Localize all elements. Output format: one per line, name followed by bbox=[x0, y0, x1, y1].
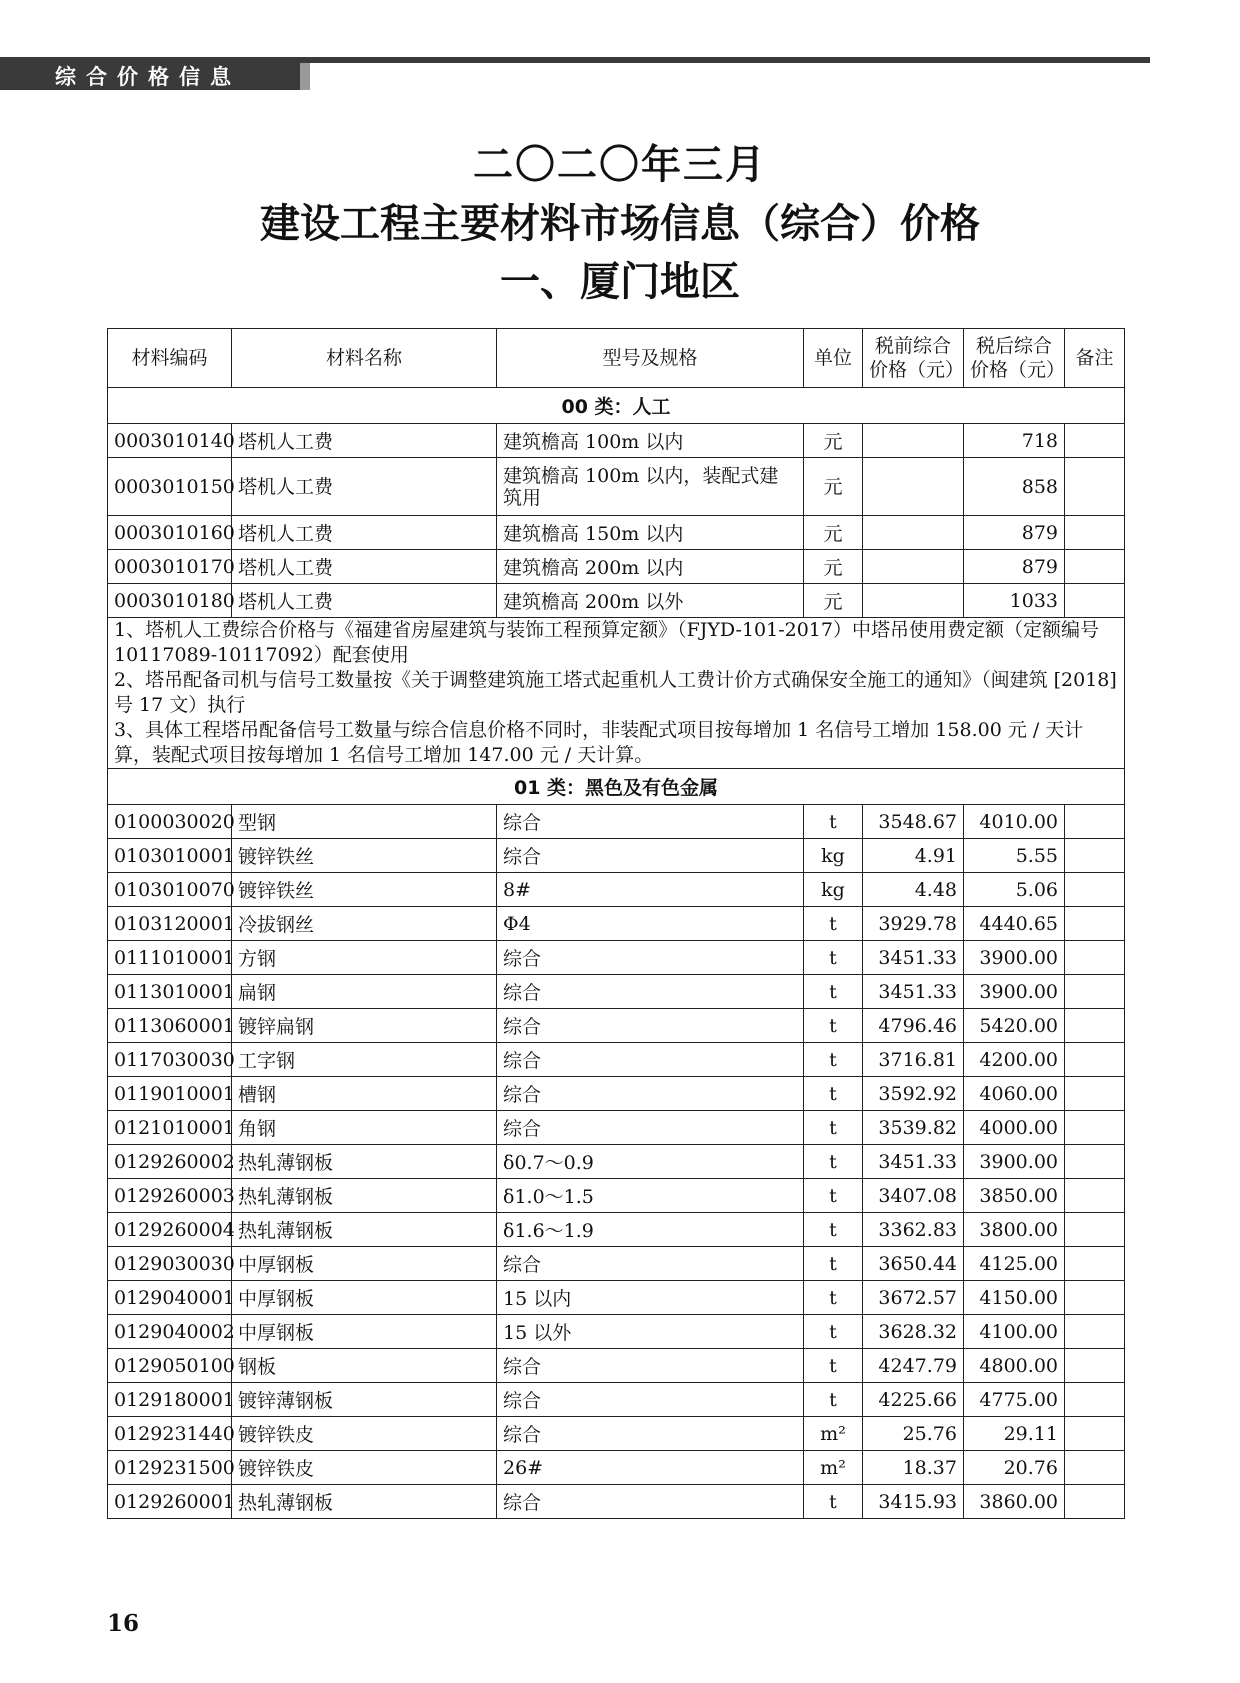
cell-unit: 元 bbox=[804, 550, 863, 584]
header-pre-tax: 税前综合价格（元） bbox=[863, 329, 964, 388]
cell-spec: δ1.0～1.5 bbox=[497, 1179, 804, 1213]
cell-pre-tax: 3451.33 bbox=[863, 941, 964, 975]
cell-spec: 综合 bbox=[497, 805, 804, 839]
cell-unit: 元 bbox=[804, 458, 863, 516]
cell-pre-tax: 3672.57 bbox=[863, 1281, 964, 1315]
cell-code: 0129050100 bbox=[108, 1349, 232, 1383]
cell-remark bbox=[1065, 975, 1125, 1009]
table-row bbox=[108, 975, 1125, 1009]
category-row bbox=[108, 388, 1125, 424]
cell-name: 热轧薄钢板 bbox=[232, 1213, 497, 1247]
table-row bbox=[108, 1111, 1125, 1145]
cell-code: 0129231440 bbox=[108, 1417, 232, 1451]
header-unit: 单位 bbox=[804, 329, 863, 388]
cell-code: 0113010001 bbox=[108, 975, 232, 1009]
cell-spec: 15 以内 bbox=[497, 1281, 804, 1315]
cell-spec: 建筑檐高 100m 以内，装配式建筑用 bbox=[497, 458, 804, 516]
cell-unit: t bbox=[804, 975, 863, 1009]
cell-pre-tax: 3592.92 bbox=[863, 1077, 964, 1111]
cell-unit: m² bbox=[804, 1451, 863, 1485]
cell-name: 方钢 bbox=[232, 941, 497, 975]
cell-spec: 建筑檐高 100m 以内 bbox=[497, 424, 804, 458]
cell-post-tax: 4150.00 bbox=[964, 1281, 1065, 1315]
cell-post-tax: 5.06 bbox=[964, 873, 1065, 907]
cell-name: 塔机人工费 bbox=[232, 584, 497, 618]
cell-pre-tax: 3628.32 bbox=[863, 1315, 964, 1349]
cell-remark bbox=[1065, 1315, 1125, 1349]
cell-code: 0129231500 bbox=[108, 1451, 232, 1485]
cell-spec: 综合 bbox=[497, 1349, 804, 1383]
cell-code: 0129260003 bbox=[108, 1179, 232, 1213]
cell-remark bbox=[1065, 1349, 1125, 1383]
cell-spec: 综合 bbox=[497, 1111, 804, 1145]
cell-remark bbox=[1065, 424, 1125, 458]
cell-spec: 综合 bbox=[497, 941, 804, 975]
cell-code: 0129030030 bbox=[108, 1247, 232, 1281]
cell-post-tax: 4200.00 bbox=[964, 1043, 1065, 1077]
table-row bbox=[108, 424, 1125, 458]
cell-pre-tax: 4796.46 bbox=[863, 1009, 964, 1043]
cell-name: 型钢 bbox=[232, 805, 497, 839]
table-row bbox=[108, 1451, 1125, 1485]
cell-code: 0129040002 bbox=[108, 1315, 232, 1349]
cell-name: 镀锌铁皮 bbox=[232, 1451, 497, 1485]
title-block bbox=[0, 135, 1240, 311]
cell-unit: t bbox=[804, 1383, 863, 1417]
cell-post-tax: 5.55 bbox=[964, 839, 1065, 873]
cell-pre-tax bbox=[863, 516, 964, 550]
cell-remark bbox=[1065, 1179, 1125, 1213]
cell-code: 0129260001 bbox=[108, 1485, 232, 1519]
table-body bbox=[108, 388, 1125, 1519]
cell-remark bbox=[1065, 873, 1125, 907]
cell-post-tax: 858 bbox=[964, 458, 1065, 516]
table-row bbox=[108, 550, 1125, 584]
cell-spec: δ0.7～0.9 bbox=[497, 1145, 804, 1179]
table-row bbox=[108, 1043, 1125, 1077]
cell-remark bbox=[1065, 1043, 1125, 1077]
cell-unit: t bbox=[804, 1077, 863, 1111]
table-row bbox=[108, 1281, 1125, 1315]
cell-post-tax: 3900.00 bbox=[964, 1145, 1065, 1179]
cell-post-tax: 3860.00 bbox=[964, 1485, 1065, 1519]
table-row bbox=[108, 1009, 1125, 1043]
cell-spec: 综合 bbox=[497, 1485, 804, 1519]
cell-code: 0003010180 bbox=[108, 584, 232, 618]
table-header-row bbox=[108, 329, 1125, 388]
cell-pre-tax: 25.76 bbox=[863, 1417, 964, 1451]
cell-post-tax: 879 bbox=[964, 550, 1065, 584]
cell-unit: t bbox=[804, 1349, 863, 1383]
cell-spec: 综合 bbox=[497, 1247, 804, 1281]
cell-spec: Φ4 bbox=[497, 907, 804, 941]
cell-name: 热轧薄钢板 bbox=[232, 1485, 497, 1519]
cell-code: 0119010001 bbox=[108, 1077, 232, 1111]
table-row bbox=[108, 1315, 1125, 1349]
cell-post-tax: 3850.00 bbox=[964, 1179, 1065, 1213]
category-row bbox=[108, 769, 1125, 805]
cell-code: 0003010160 bbox=[108, 516, 232, 550]
cell-name: 冷拔钢丝 bbox=[232, 907, 497, 941]
cell-pre-tax: 18.37 bbox=[863, 1451, 964, 1485]
header-code: 材料编码 bbox=[108, 329, 232, 388]
cell-unit: 元 bbox=[804, 424, 863, 458]
header-remark: 备注 bbox=[1065, 329, 1125, 388]
notes-row bbox=[108, 618, 1125, 769]
cell-remark bbox=[1065, 1417, 1125, 1451]
cell-post-tax: 4000.00 bbox=[964, 1111, 1065, 1145]
cell-code: 0111010001 bbox=[108, 941, 232, 975]
cell-code: 0121010001 bbox=[108, 1111, 232, 1145]
cell-name: 热轧薄钢板 bbox=[232, 1145, 497, 1179]
table-row bbox=[108, 805, 1125, 839]
cell-spec: 8# bbox=[497, 873, 804, 907]
cell-pre-tax bbox=[863, 550, 964, 584]
table-row bbox=[108, 1417, 1125, 1451]
table-row bbox=[108, 1349, 1125, 1383]
cell-remark bbox=[1065, 1383, 1125, 1417]
cell-code: 0129260002 bbox=[108, 1145, 232, 1179]
cell-pre-tax: 4247.79 bbox=[863, 1349, 964, 1383]
cell-pre-tax: 3451.33 bbox=[863, 1145, 964, 1179]
cell-code: 0100030020 bbox=[108, 805, 232, 839]
table-row bbox=[108, 1213, 1125, 1247]
cell-remark bbox=[1065, 941, 1125, 975]
cell-remark bbox=[1065, 1281, 1125, 1315]
cell-unit: t bbox=[804, 1247, 863, 1281]
cell-spec: 综合 bbox=[497, 1417, 804, 1451]
title-date: 二〇二〇年三月 bbox=[473, 141, 767, 188]
cell-spec: 建筑檐高 150m 以内 bbox=[497, 516, 804, 550]
cell-unit: t bbox=[804, 1213, 863, 1247]
cell-post-tax: 5420.00 bbox=[964, 1009, 1065, 1043]
cell-unit: t bbox=[804, 1043, 863, 1077]
cell-remark bbox=[1065, 584, 1125, 618]
cell-remark bbox=[1065, 1213, 1125, 1247]
cell-name: 镀锌薄钢板 bbox=[232, 1383, 497, 1417]
cell-remark bbox=[1065, 805, 1125, 839]
cell-post-tax: 4775.00 bbox=[964, 1383, 1065, 1417]
cell-code: 0003010170 bbox=[108, 550, 232, 584]
header-name: 材料名称 bbox=[232, 329, 497, 388]
cell-pre-tax: 3539.82 bbox=[863, 1111, 964, 1145]
cell-name: 扁钢 bbox=[232, 975, 497, 1009]
cell-remark bbox=[1065, 1145, 1125, 1179]
category-00-label: 00 类：人工 bbox=[108, 388, 1125, 424]
cell-unit: t bbox=[804, 1009, 863, 1043]
cell-pre-tax bbox=[863, 424, 964, 458]
section-label: 综合价格信息 bbox=[55, 65, 241, 89]
cell-pre-tax: 3716.81 bbox=[863, 1043, 964, 1077]
cell-code: 0129260004 bbox=[108, 1213, 232, 1247]
page-number: 16 bbox=[107, 1610, 140, 1637]
cell-unit: t bbox=[804, 1111, 863, 1145]
table-row bbox=[108, 1383, 1125, 1417]
cell-unit: kg bbox=[804, 873, 863, 907]
cell-post-tax: 4060.00 bbox=[964, 1077, 1065, 1111]
cell-name: 塔机人工费 bbox=[232, 550, 497, 584]
cell-name: 热轧薄钢板 bbox=[232, 1179, 497, 1213]
cell-remark bbox=[1065, 839, 1125, 873]
cell-post-tax: 20.76 bbox=[964, 1451, 1065, 1485]
cell-name: 角钢 bbox=[232, 1111, 497, 1145]
cell-post-tax: 3900.00 bbox=[964, 975, 1065, 1009]
cell-pre-tax: 3929.78 bbox=[863, 907, 964, 941]
cell-remark bbox=[1065, 516, 1125, 550]
cell-name: 塔机人工费 bbox=[232, 516, 497, 550]
cell-post-tax: 29.11 bbox=[964, 1417, 1065, 1451]
cell-pre-tax: 3407.08 bbox=[863, 1179, 964, 1213]
cell-name: 工字钢 bbox=[232, 1043, 497, 1077]
notes-cell bbox=[108, 618, 1125, 769]
cell-post-tax: 718 bbox=[964, 424, 1065, 458]
header-post-tax: 税后综合价格（元） bbox=[964, 329, 1065, 388]
title-region: 一、厦门地区 bbox=[500, 258, 740, 305]
cell-code: 0003010150 bbox=[108, 458, 232, 516]
cell-remark bbox=[1065, 1451, 1125, 1485]
cell-pre-tax: 3415.93 bbox=[863, 1485, 964, 1519]
cell-code: 0103010070 bbox=[108, 873, 232, 907]
cell-post-tax: 3900.00 bbox=[964, 941, 1065, 975]
cell-post-tax: 4100.00 bbox=[964, 1315, 1065, 1349]
cell-code: 0129180001 bbox=[108, 1383, 232, 1417]
cell-code: 0113060001 bbox=[108, 1009, 232, 1043]
note-line: 3、具体工程塔吊配备信号工数量与综合信息价格不同时，非装配式项目按每增加 1 名信号工增加 158.00 元 / 天计算，装配式项目按每增加 1 名信号工增加 147.00 元 / 天计算。 bbox=[114, 719, 1084, 766]
cell-name: 塔机人工费 bbox=[232, 424, 497, 458]
title-main: 建设工程主要材料市场信息（综合）价格 bbox=[260, 200, 980, 247]
cell-spec: 综合 bbox=[497, 975, 804, 1009]
cell-spec: 综合 bbox=[497, 1383, 804, 1417]
cell-spec: 综合 bbox=[497, 1043, 804, 1077]
cell-remark bbox=[1065, 907, 1125, 941]
table-row bbox=[108, 1247, 1125, 1281]
cell-unit: 元 bbox=[804, 584, 863, 618]
table-row bbox=[108, 1145, 1125, 1179]
cell-unit: 元 bbox=[804, 516, 863, 550]
cell-post-tax: 4440.65 bbox=[964, 907, 1065, 941]
cell-pre-tax: 4.48 bbox=[863, 873, 964, 907]
table-row bbox=[108, 516, 1125, 550]
cell-pre-tax: 4225.66 bbox=[863, 1383, 964, 1417]
cell-name: 镀锌扁钢 bbox=[232, 1009, 497, 1043]
cell-remark bbox=[1065, 1077, 1125, 1111]
cell-spec: 15 以外 bbox=[497, 1315, 804, 1349]
cell-pre-tax: 3650.44 bbox=[863, 1247, 964, 1281]
table-row bbox=[108, 1485, 1125, 1519]
table-row bbox=[108, 1077, 1125, 1111]
cell-pre-tax bbox=[863, 458, 964, 516]
header-spec: 型号及规格 bbox=[497, 329, 804, 388]
cell-name: 中厚钢板 bbox=[232, 1315, 497, 1349]
cell-pre-tax: 3362.83 bbox=[863, 1213, 964, 1247]
cell-post-tax: 1033 bbox=[964, 584, 1065, 618]
cell-unit: t bbox=[804, 1485, 863, 1519]
cell-unit: t bbox=[804, 907, 863, 941]
cell-name: 镀锌铁皮 bbox=[232, 1417, 497, 1451]
category-01-label: 01 类：黑色及有色金属 bbox=[108, 769, 1125, 805]
cell-unit: t bbox=[804, 805, 863, 839]
cell-code: 0103120001 bbox=[108, 907, 232, 941]
table-row bbox=[108, 839, 1125, 873]
cell-name: 槽钢 bbox=[232, 1077, 497, 1111]
cell-code: 0103010001 bbox=[108, 839, 232, 873]
cell-unit: t bbox=[804, 1145, 863, 1179]
cell-post-tax: 3800.00 bbox=[964, 1213, 1065, 1247]
cell-remark bbox=[1065, 1247, 1125, 1281]
cell-remark bbox=[1065, 550, 1125, 584]
cell-spec: 建筑檐高 200m 以内 bbox=[497, 550, 804, 584]
cell-remark bbox=[1065, 1111, 1125, 1145]
cell-code: 0117030030 bbox=[108, 1043, 232, 1077]
cell-spec: 综合 bbox=[497, 1009, 804, 1043]
cell-code: 0003010140 bbox=[108, 424, 232, 458]
table-row bbox=[108, 458, 1125, 516]
table-row bbox=[108, 584, 1125, 618]
cell-name: 中厚钢板 bbox=[232, 1247, 497, 1281]
cell-unit: kg bbox=[804, 839, 863, 873]
cell-remark bbox=[1065, 458, 1125, 516]
cell-spec: 26# bbox=[497, 1451, 804, 1485]
cell-name: 钢板 bbox=[232, 1349, 497, 1383]
cell-remark bbox=[1065, 1009, 1125, 1043]
cell-spec: 综合 bbox=[497, 839, 804, 873]
cell-post-tax: 4010.00 bbox=[964, 805, 1065, 839]
cell-unit: t bbox=[804, 1315, 863, 1349]
table-row bbox=[108, 941, 1125, 975]
note-line: 2、塔吊配备司机与信号工数量按《关于调整建筑施工塔式起重机人工费计价方式确保安全施工的通知》（闽建筑 [2018] 号 17 文）执行 bbox=[114, 669, 1117, 716]
cell-post-tax: 879 bbox=[964, 516, 1065, 550]
cell-spec: δ1.6～1.9 bbox=[497, 1213, 804, 1247]
cell-pre-tax: 3451.33 bbox=[863, 975, 964, 1009]
cell-post-tax: 4800.00 bbox=[964, 1349, 1065, 1383]
table-row bbox=[108, 873, 1125, 907]
cell-name: 镀锌铁丝 bbox=[232, 839, 497, 873]
table-row bbox=[108, 1179, 1125, 1213]
cell-name: 中厚钢板 bbox=[232, 1281, 497, 1315]
cell-unit: t bbox=[804, 1179, 863, 1213]
cell-pre-tax bbox=[863, 584, 964, 618]
cell-spec: 综合 bbox=[497, 1077, 804, 1111]
cell-name: 镀锌铁丝 bbox=[232, 873, 497, 907]
cell-remark bbox=[1065, 1485, 1125, 1519]
cell-unit: t bbox=[804, 941, 863, 975]
cell-unit: m² bbox=[804, 1417, 863, 1451]
cell-code: 0129040001 bbox=[108, 1281, 232, 1315]
price-table bbox=[107, 328, 1125, 1519]
header-tab-accent bbox=[300, 63, 310, 90]
note-line: 1、塔机人工费综合价格与《福建省房屋建筑与装饰工程预算定额》（FJYD-101-2017）中塔吊使用费定额（定额编号 10117089-10117092）配套使用 bbox=[114, 619, 1099, 666]
cell-post-tax: 4125.00 bbox=[964, 1247, 1065, 1281]
cell-name: 塔机人工费 bbox=[232, 458, 497, 516]
cell-pre-tax: 4.91 bbox=[863, 839, 964, 873]
table-row bbox=[108, 907, 1125, 941]
cell-pre-tax: 3548.67 bbox=[863, 805, 964, 839]
cell-unit: t bbox=[804, 1281, 863, 1315]
cell-spec: 建筑檐高 200m 以外 bbox=[497, 584, 804, 618]
